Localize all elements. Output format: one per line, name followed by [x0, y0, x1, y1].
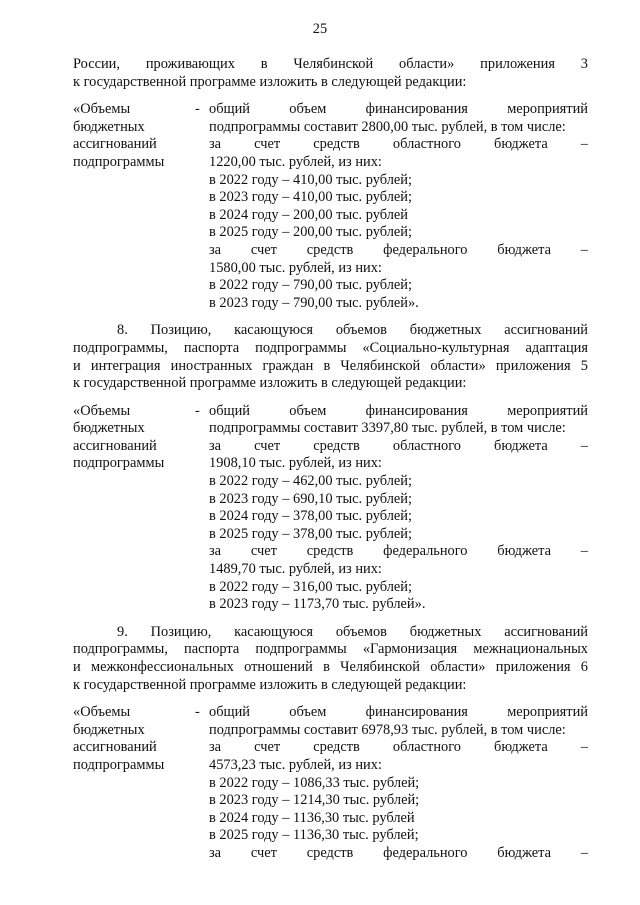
intro-paragraph — [73, 56, 588, 91]
block-text: общий объем финансирования мероприятий подпрограммы составит 3397,80 тыс. рублей, в том числе: за счет средств областного бюджета – 1908,10 тыс. рублей, из них: в 2022 году – 462,00 тыс. рублей; в 2023 году – 690,10 тыс. рублей; в 2024 году – 378,00 тыс. рублей; в 2025 году – 378,00 тыс. рублей; за счет средств федерального бюджета – 1489,70 тыс. рублей, из них: в 2022 году – 316,00 тыс. рублей; в 2023 году – 1173,70 тыс. рублей». — [209, 402, 588, 613]
block-label: «Объемы бюджетных ассигнований подпрограммы — [73, 704, 165, 773]
funding-block-3 — [73, 704, 588, 862]
block-text: общий объем финансирования мероприятий подпрограммы составит 2800,00 тыс. рублей, в том числе: за счет средств областного бюджета – 1220,00 тыс. рублей, из них: в 2022 году – 410,00 тыс. рублей; в 2023 году – 410,00 тыс. рублей; в 2024 году – 200,00 тыс. рублей в 2025 году – 200,00 тыс. рублей; за счет средств федерального бюджета – 1580,00 тыс. рублей, из них: в 2022 году – 790,00 тыс. рублей; в 2023 году – 790,00 тыс. рублей». — [209, 101, 588, 311]
intro-line: России, проживающих в Челябинской области» приложения 3 — [73, 56, 588, 72]
document-body — [73, 56, 588, 873]
page-number: 25 — [312, 21, 328, 37]
block-text: общий объем финансирования мероприятий подпрограммы составит 6978,93 тыс. рублей, в том числе: за счет средств областного бюджета – 4573,23 тыс. рублей, из них: в 2022 году – 1086,33 тыс. рублей; в 2023 году – 1214,30 тыс. рублей; в 2024 году – 1136,30 тыс. рублей в 2025 году – 1136,30 тыс. рублей; за счет средств федерального бюджета – — [209, 704, 588, 861]
block-label: «Объемы бюджетных ассигнований подпрограммы — [73, 101, 165, 170]
intro-line: к государственной программе изложить в следующей редакции: — [73, 73, 467, 90]
block-dash: - — [195, 704, 200, 721]
paragraph-8: 8. Позицию, касающуюся объемов бюджетных ассигнований подпрограммы, паспорта подпрограммы «Социально-культурная адаптация и интеграция иностранных граждан в Челябинской области» приложения 5 к государственной программе изложить в следующей редакции: — [73, 322, 588, 392]
funding-block-1 — [73, 101, 588, 312]
block-dash: - — [195, 402, 200, 419]
block-dash: - — [195, 101, 200, 118]
paragraph-9: 9. Позицию, касающуюся объемов бюджетных ассигнований подпрограммы, паспорта подпрограммы «Гармонизация межнациональных и межконфессиональных отношений в Челябинской области» приложения 6 к государственной программе изложить в следующей редакции: — [73, 623, 588, 693]
funding-block-2 — [73, 403, 588, 614]
block-label: «Объемы бюджетных ассигнований подпрограммы — [73, 402, 165, 472]
